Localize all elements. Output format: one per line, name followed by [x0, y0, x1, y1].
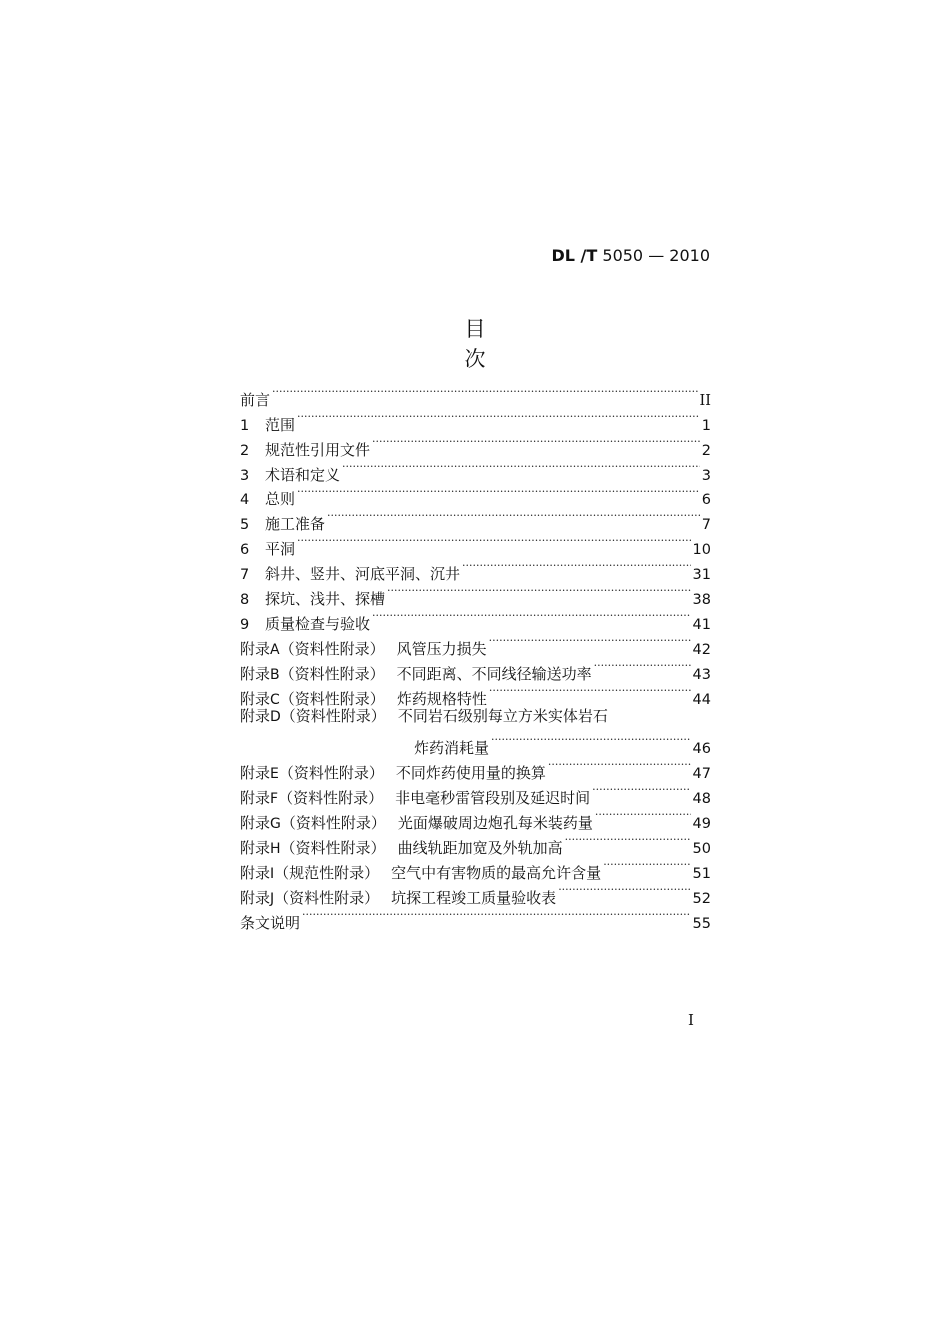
toc-page-number: 43	[692, 666, 711, 683]
appendix-title: 不同距离、不同线径输送功率	[396, 664, 592, 683]
chapter-title: 质量检查与验收	[265, 614, 371, 633]
toc-page-number: II	[699, 392, 711, 409]
toc-page-number: 47	[692, 766, 711, 783]
appendix-kind: （资料性附录）	[280, 706, 386, 725]
leader-dots	[297, 529, 691, 554]
chapter-number: 7	[240, 567, 250, 584]
chapter-number: 3	[240, 467, 250, 484]
chapter-number: 9	[240, 616, 250, 633]
chapter-number: 6	[240, 542, 250, 559]
toc-entry-chapter[interactable]	[240, 405, 711, 434]
chapter-title: 平洞	[265, 540, 296, 559]
toc-entry-foreword[interactable]	[240, 380, 711, 409]
toc-entry-chapter[interactable]	[240, 480, 711, 509]
chapter-number: 8	[240, 592, 250, 609]
toc-page-number: 7	[701, 517, 711, 534]
appendix-title: 炸药规格特性	[396, 689, 487, 708]
leader-dots	[327, 504, 700, 529]
appendix-kind: （资料性附录）	[274, 888, 380, 907]
appendix-title: 曲线轨距加宽及外轨加高	[397, 838, 563, 857]
chapter-title: 总则	[265, 490, 296, 509]
appendix-letter: B	[270, 666, 280, 683]
leader-dots	[603, 853, 690, 878]
leader-dots	[302, 903, 691, 928]
toc-page-number: 51	[692, 865, 711, 882]
appendix-title: 非电毫秒雷管段别及延迟时间	[395, 789, 591, 808]
leader-dots	[387, 579, 691, 604]
standard-code	[540, 245, 710, 267]
appendix-title: 风管压力损失	[396, 639, 487, 658]
toc-entry-chapter[interactable]	[240, 554, 711, 584]
chapter-number: 1	[240, 417, 250, 434]
toc-page-number: 44	[692, 691, 711, 708]
table-of-contents	[240, 380, 711, 932]
appendix-letter: I	[270, 865, 275, 882]
leader-dots	[272, 380, 698, 405]
toc-entry-label: 前言	[240, 390, 271, 409]
toc-entry-label: 条文说明	[240, 913, 301, 932]
chapter-title: 范围	[265, 415, 296, 434]
toc-entry-chapter[interactable]	[240, 430, 711, 459]
leader-dots	[592, 778, 690, 803]
appendix-letter: E	[270, 766, 279, 783]
appendix-title: 不同岩石级别每立方米实体岩石	[397, 706, 608, 725]
leader-dots	[489, 629, 691, 654]
appendix-prefix: 附录	[240, 764, 271, 783]
leader-dots	[297, 405, 700, 430]
toc-entry-appendix[interactable]	[240, 704, 711, 729]
leader-dots	[372, 604, 691, 629]
chapter-title: 斜井、竖井、河底平洞、沉井	[265, 565, 461, 584]
leader-dots	[297, 480, 700, 505]
appendix-prefix: 附录	[240, 639, 271, 658]
appendix-prefix: 附录	[240, 863, 271, 882]
chapter-title: 探坑、浅井、探槽	[265, 590, 386, 609]
appendix-prefix: 附录	[240, 814, 271, 833]
toc-page-number: 50	[692, 840, 711, 857]
toc-entry-chapter[interactable]	[240, 504, 711, 534]
toc-page-number: 52	[692, 890, 711, 907]
appendix-prefix: 附录	[240, 888, 271, 907]
leader-dots	[462, 554, 691, 579]
toc-page-number: 38	[692, 592, 711, 609]
appendix-letter: A	[270, 641, 280, 658]
toc-page-number: 3	[701, 467, 711, 484]
appendix-kind: （资料性附录）	[279, 689, 385, 708]
toc-page-number: 1	[701, 417, 711, 434]
appendix-prefix: 附录	[240, 706, 271, 725]
appendix-letter: C	[270, 691, 280, 708]
appendix-kind: （资料性附录）	[278, 789, 384, 808]
toc-page-number: 46	[692, 741, 711, 758]
appendix-letter: H	[270, 840, 281, 857]
toc-entry-appendix-continued[interactable]	[240, 728, 711, 758]
toc-page-number: 6	[701, 492, 711, 509]
appendix-letter: G	[270, 816, 281, 833]
toc-page-number: 48	[692, 791, 711, 808]
leader-dots	[565, 828, 691, 853]
chapter-number: 4	[240, 492, 250, 509]
page-title: 目 次	[464, 317, 526, 371]
appendix-title: 坑探工程竣工质量验收表	[391, 888, 557, 907]
chapter-title: 施工准备	[265, 515, 326, 534]
appendix-kind: （规范性附录）	[274, 863, 380, 882]
appendix-prefix: 附录	[240, 664, 271, 683]
toc-entry-chapter[interactable]	[240, 529, 711, 559]
page-number: I	[688, 1011, 694, 1029]
appendix-letter: F	[270, 791, 279, 808]
leader-dots	[594, 654, 691, 679]
appendix-title-continued: 炸药消耗量	[414, 739, 490, 758]
appendix-kind: （资料性附录）	[280, 838, 386, 857]
toc-page-number: 31	[692, 567, 711, 584]
leader-dots	[558, 878, 690, 903]
appendix-letter: J	[270, 890, 275, 907]
appendix-letter: D	[270, 708, 281, 725]
toc-page-number: 10	[692, 542, 711, 559]
chapter-number: 5	[240, 517, 250, 534]
leader-dots	[491, 728, 691, 753]
appendix-prefix: 附录	[240, 689, 271, 708]
appendix-prefix: 附录	[240, 789, 271, 808]
toc-page-number: 49	[692, 816, 711, 833]
appendix-prefix: 附录	[240, 838, 271, 857]
toc-entry-notes[interactable]	[240, 903, 711, 932]
leader-dots	[595, 803, 691, 828]
leader-dots	[372, 430, 700, 455]
chapter-title: 术语和定义	[265, 465, 341, 484]
standard-code-prefix: DL /T	[551, 246, 598, 265]
leader-dots	[342, 455, 700, 480]
toc-page-number: 42	[692, 641, 711, 658]
chapter-title: 规范性引用文件	[265, 440, 371, 459]
leader-dots	[489, 679, 691, 704]
appendix-title: 光面爆破周边炮孔每米装药量	[397, 814, 593, 833]
appendix-title: 不同炸药使用量的换算	[395, 764, 546, 783]
appendix-kind: （资料性附录）	[279, 664, 385, 683]
toc-page-number: 2	[701, 442, 711, 459]
toc-page-number: 41	[692, 616, 711, 633]
appendix-title: 空气中有害物质的最高允许含量	[391, 863, 602, 882]
appendix-kind: （资料性附录）	[280, 814, 386, 833]
appendix-kind: （资料性附录）	[278, 764, 384, 783]
chapter-number: 2	[240, 442, 250, 459]
leader-dots	[548, 753, 691, 778]
toc-page-number: 55	[692, 915, 711, 932]
appendix-kind: （资料性附录）	[279, 639, 385, 658]
standard-code-number: 5050 — 2010	[602, 246, 710, 265]
